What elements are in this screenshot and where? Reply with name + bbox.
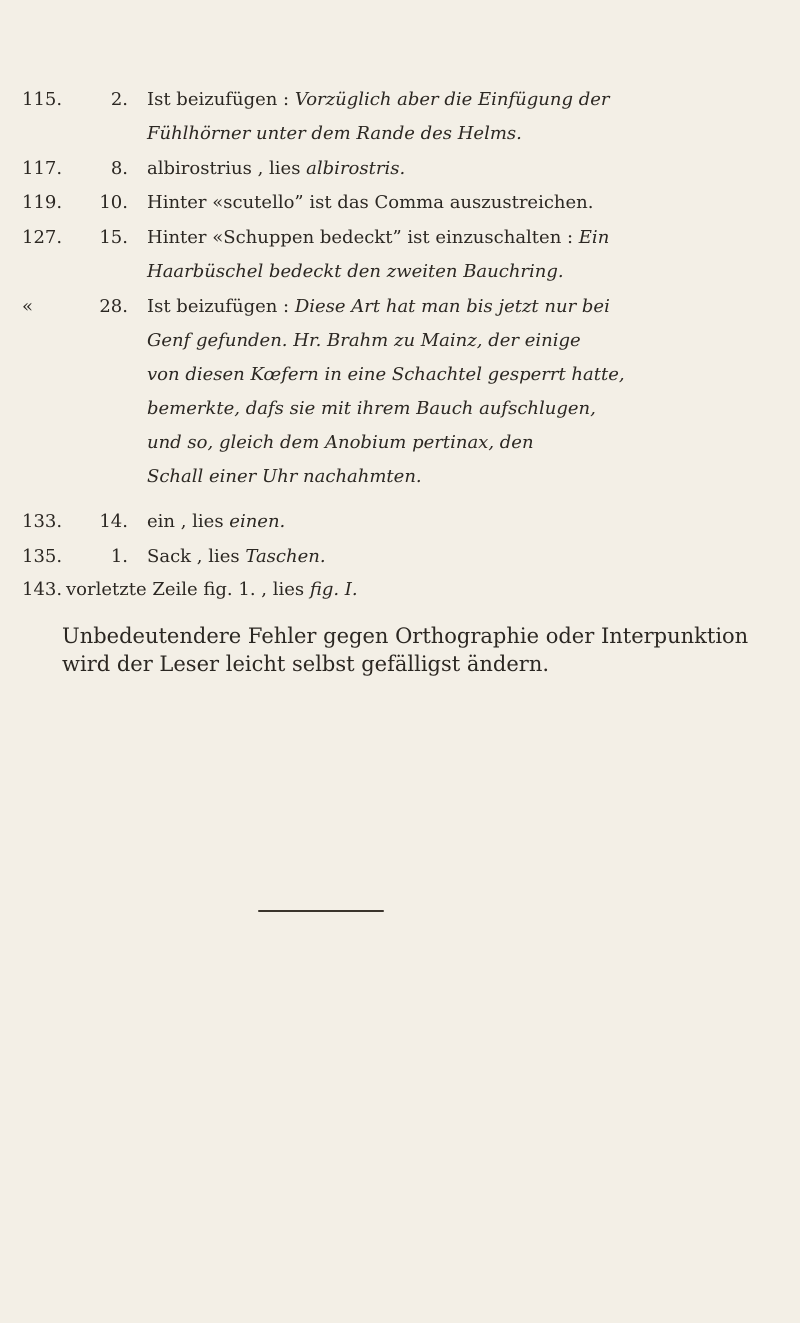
line-number: 28. xyxy=(99,296,128,317)
correction-text: Ist beizufügen : Vorzüglich aber die Einfügung der xyxy=(147,89,610,110)
correction-text: Ist beizufügen : Diese Art hat man bis jetzt nur bei xyxy=(147,296,610,317)
closing-note: Unbedeutendere Fehler gegen Orthographie oder Interpunktion wird der Leser leicht selbst gefälligst ändern. xyxy=(62,624,749,676)
line-number: 10. xyxy=(99,192,128,213)
page-number: « xyxy=(22,296,34,317)
line-number: 1. xyxy=(110,546,128,567)
line-number: 14. xyxy=(99,511,128,532)
correction-text: Hinter «Schuppen bedeckt” ist einzuschalten : Ein xyxy=(147,227,610,248)
correction-text: Hinter «scutello” ist das Comma auszustreichen. xyxy=(147,192,594,213)
line-number: 15. xyxy=(99,227,128,248)
correction-text: albirostrius , lies albirostris. xyxy=(147,158,406,179)
line-number: 2. xyxy=(110,89,128,110)
correction-text: ein , lies einen. xyxy=(147,511,286,532)
errata-page: 115. 2. Ist beizufügen : Vorzüglich aber die Einfügung der Fühlhörner unter dem Rande des Helms. 117. 8. albirostrius , lies albirostris. 119. 10. Hinter «scutello” ist das Comma auszustreichen. 127. 15. Hinter «Schuppen bedeckt” ist einzuschalten : Ein Haarbüschel bedeckt den zweiten Bauchring. « 28. Ist beizufügen : Diese Art hat man bis jetzt nur bei Genf gefunden. Hr. Brahm zu Mainz, der einige von diesen Kœfern in eine Schachtel gesperrt hatte, bemerkte, dafs sie mit ihrem Bauch aufschlugen, und so, gleich dem Anobium pertinax, den Schall einer Uhr nachahmten. 133. 14. ein , lies einen. 135. 1. Sack , lies Taschen. 143. vorletzte Zeile fig. 1. , lies fig. I. Unbedeutendere Fehler gegen Orthographie oder Interpunktion wird der Leser leicht selbst gefälligst ändern. xyxy=(0,0,800,1323)
correction-text: Sack , lies Taschen. xyxy=(147,546,326,567)
correction-text: vorletzte Zeile fig. 1. , lies fig. I. xyxy=(66,579,358,600)
page-number: 133. xyxy=(22,511,63,532)
page-number: 143. xyxy=(22,579,63,600)
page-number: 115. xyxy=(22,89,63,110)
line-number: 8. xyxy=(110,158,128,179)
page-number: 117. xyxy=(22,158,63,179)
page-number: 127. xyxy=(22,227,63,248)
page-number: 135. xyxy=(22,546,63,567)
divider-rule xyxy=(258,910,384,912)
page-number: 119. xyxy=(22,192,63,213)
